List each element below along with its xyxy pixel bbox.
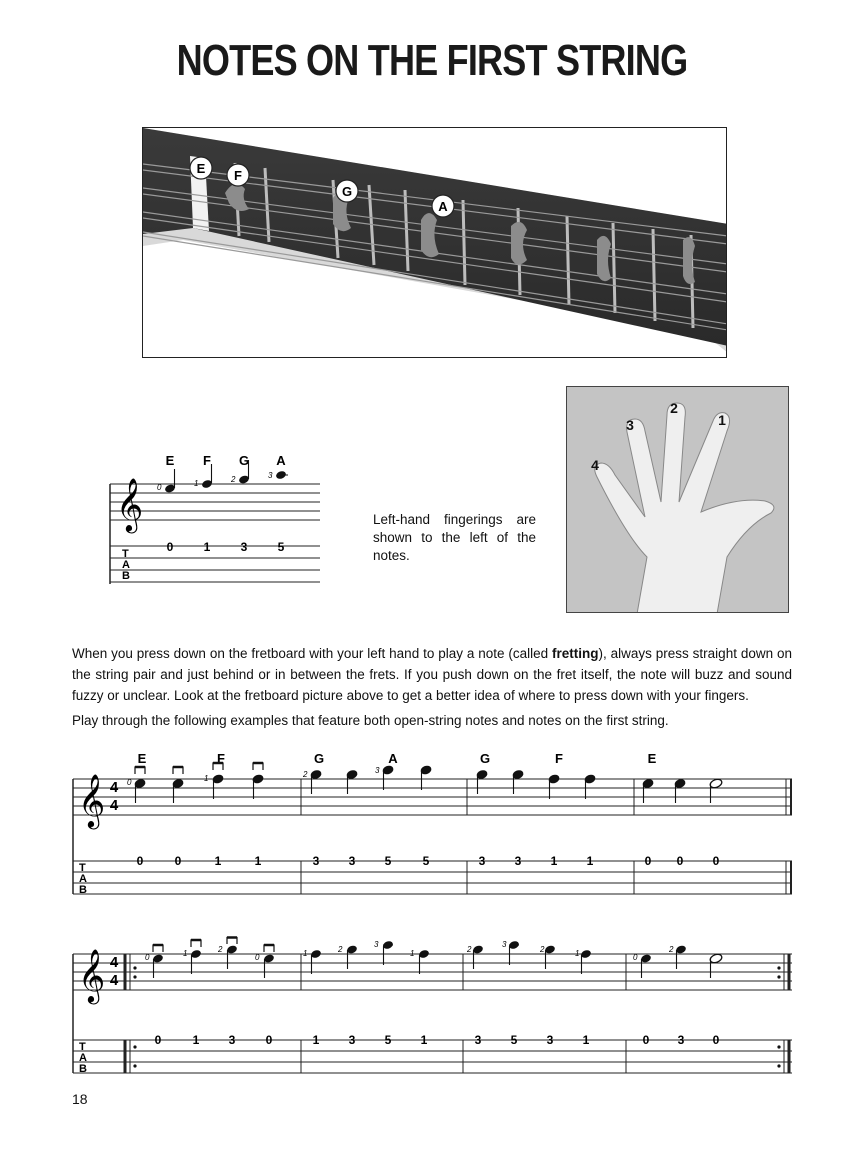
fingering: 2	[540, 945, 545, 954]
tab-number: 5	[384, 1033, 392, 1047]
tab-number: 1	[312, 1033, 320, 1047]
note-name: G	[238, 453, 250, 468]
tab-letter: B	[122, 570, 130, 582]
tab-number: 0	[174, 854, 182, 868]
fretboard-label-f	[227, 164, 249, 186]
tab-number: 3	[240, 540, 248, 554]
tab-letter: T	[79, 1041, 86, 1053]
fingering: 0	[145, 953, 150, 962]
note-name: F	[203, 453, 211, 468]
tab-number: 1	[192, 1033, 200, 1047]
tab-letter: A	[122, 559, 130, 571]
tab-number: 0	[644, 854, 652, 868]
tab-number: 3	[312, 854, 320, 868]
tab-number: 1	[420, 1033, 428, 1047]
treble-clef-icon: 𝄞	[78, 948, 106, 1002]
tab-number: 5	[510, 1033, 518, 1047]
svg-text:G: G	[341, 184, 353, 199]
tab-number: 1	[586, 854, 594, 868]
fretboard-label-a	[432, 195, 454, 217]
tab-number: 1	[582, 1033, 590, 1047]
paragraph-examples-intro: Play through the following examples that feature both open-string notes and notes on the first string.	[72, 713, 669, 728]
finger-number: 4	[591, 457, 599, 473]
fingering: 1	[204, 774, 209, 783]
tab-number: 0	[676, 854, 684, 868]
fingering: 2	[231, 475, 236, 484]
fingering: 1	[303, 949, 308, 958]
note-name: G	[313, 751, 325, 766]
hand-photo	[566, 386, 789, 613]
fingering: 1	[410, 949, 415, 958]
svg-text:4: 4	[109, 954, 119, 971]
fingering: 0	[157, 483, 162, 492]
note-name: E	[165, 453, 175, 468]
fingering: 0	[633, 953, 638, 962]
tab-number: 1	[214, 854, 222, 868]
finger-number: 1	[718, 412, 726, 428]
tab-number: 1	[550, 854, 558, 868]
fingering: 1	[575, 949, 580, 958]
fingering: 2	[669, 945, 674, 954]
tab-number: 1	[203, 540, 211, 554]
tab-number: 0	[136, 854, 144, 868]
fingering: 0	[127, 778, 132, 787]
treble-clef-icon: 𝄞	[78, 773, 106, 827]
note-name: G	[479, 751, 491, 766]
tab-number: 3	[474, 1033, 482, 1047]
example-1-notation	[70, 748, 800, 898]
tab-number: 3	[546, 1033, 554, 1047]
note-name: E	[647, 751, 657, 766]
fingering: 2	[467, 945, 472, 954]
page-title: NOTES ON THE FIRST STRING	[176, 36, 688, 85]
tab-number: 5	[384, 854, 392, 868]
fingering: 3	[374, 940, 379, 949]
tab-letter: B	[79, 884, 87, 896]
note-name: A	[388, 751, 398, 766]
small-notation	[100, 450, 330, 590]
tab-number: 3	[478, 854, 486, 868]
tab-number: 3	[514, 854, 522, 868]
tab-number: 5	[277, 540, 285, 554]
fingering: 1	[194, 479, 199, 488]
tab-number: 0	[712, 1033, 720, 1047]
fingering: 2	[218, 945, 223, 954]
note-name: F	[555, 751, 563, 766]
tab-number: 0	[265, 1033, 273, 1047]
fingering-caption: Left-hand fingerings are shown to the left of the notes.	[373, 512, 536, 563]
finger-number: 2	[670, 400, 678, 416]
svg-text:4: 4	[109, 779, 119, 796]
tab-letter: A	[79, 873, 87, 885]
treble-clef-icon: 𝄞	[116, 477, 144, 531]
page-number: 18	[72, 1091, 88, 1107]
fingering: 3	[502, 940, 507, 949]
note-name: E	[137, 751, 147, 766]
tab-letter: B	[79, 1063, 87, 1075]
svg-text:4: 4	[109, 972, 119, 989]
tab-number: 0	[154, 1033, 162, 1047]
tab-number: 5	[422, 854, 430, 868]
tab-number: 3	[348, 1033, 356, 1047]
tab-number: 3	[348, 854, 356, 868]
fingering: 2	[303, 770, 308, 779]
fingering: 3	[268, 471, 273, 480]
note-name: F	[217, 751, 225, 766]
tab-number: 1	[254, 854, 262, 868]
tab-letter: T	[122, 548, 129, 560]
example-2-notation	[70, 936, 800, 1081]
tab-letter: T	[79, 862, 86, 874]
tab-number: 3	[228, 1033, 236, 1047]
fingering: 1	[183, 949, 188, 958]
finger-number: 3	[626, 417, 634, 433]
paragraph-fretting: When you press down on the fretboard with your left hand to play a note (called fretting), always press straight down on the string pair and just behind or in between the frets. If you push down on the fret itself, the note will buzz and sound fuzzy or unclear. Look at the fretboard picture above to get a better idea of where to press down with your fingers.	[72, 646, 792, 703]
tab-number: 0	[166, 540, 174, 554]
tab-number: 0	[712, 854, 720, 868]
tab-letter: A	[79, 1052, 87, 1064]
fingering: 3	[375, 766, 380, 775]
svg-text:E: E	[196, 161, 206, 176]
svg-text:A: A	[438, 199, 448, 214]
fretboard-label-g	[336, 180, 358, 202]
note-name: A	[276, 453, 286, 468]
tab-number: 3	[677, 1033, 685, 1047]
fretboard-photo	[142, 127, 727, 358]
tab-number: 0	[642, 1033, 650, 1047]
svg-text:4: 4	[109, 797, 119, 814]
svg-text:F: F	[234, 168, 242, 183]
fretboard-label-e	[190, 157, 212, 179]
fingering: 0	[255, 953, 260, 962]
fingering: 2	[338, 945, 343, 954]
